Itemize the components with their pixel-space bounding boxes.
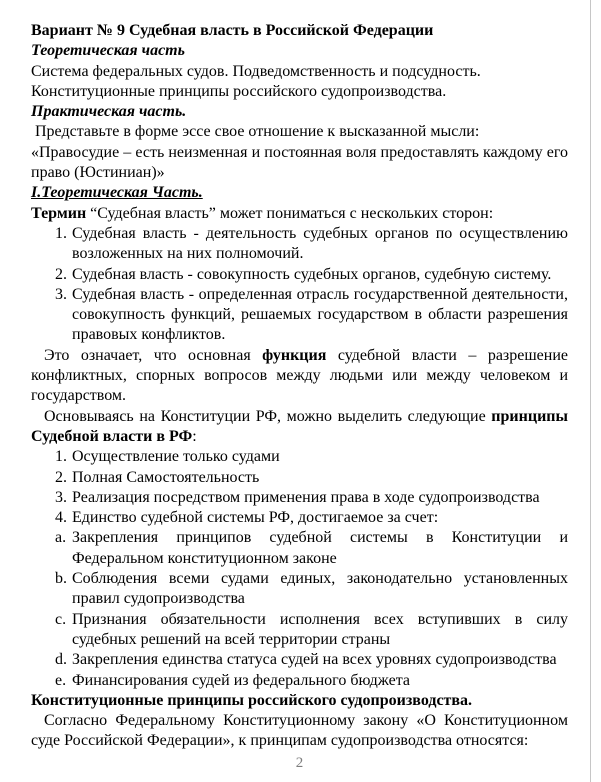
principle-text: Реализация посредством применения права в ходе судопроизводства [72,488,540,506]
function-run-3: судебной власти – разрешение конфликтных, спорных вопросов между людьми или между человеком и государством. [31,346,568,405]
term-paragraph [31,204,568,224]
list-marker: 2. [55,468,67,486]
term-word-bold: Термин [31,204,87,222]
principle-text: Осуществление только судами [72,448,280,466]
principle-text: Полная Самостоятельность [72,468,260,486]
definition-item [31,285,568,346]
principles-intro-paragraph [31,407,568,448]
definition-item [31,265,568,285]
principles-intro-run-1: Основываясь на Конституции РФ, можно выделить следующие [44,407,492,425]
unity-point-text: Финансирования судей из федерального бюджета [72,671,410,689]
page-number: 2 [295,754,304,771]
section-theory-heading [31,183,568,203]
theory-topic-2: Конституционные принципы российского судопроизводства. [31,82,447,100]
unity-point-item [31,569,568,610]
list-marker: 3. [55,488,67,506]
function-paragraph [31,346,568,407]
section-theory-heading-text: I.Теоретическая Часть. [31,184,203,202]
list-marker: a. [55,529,67,547]
principles-list [31,447,568,528]
definition-item [31,224,568,265]
principle-text: Единство судебной системы РФ, достигаемое за счет: [72,509,439,527]
definition-text: Судебная власть - определенная отрасль государственной деятельности, совокупность функций, решаемых государством в области разрешения правовых конфликтов. [72,285,568,344]
unity-point-item [31,671,568,691]
list-marker: e. [55,671,67,689]
list-marker: d. [55,651,67,669]
theory-topic-1: Система федеральных судов. Подведомственность и подсудность. [31,62,481,80]
definitions-list [31,224,568,346]
principle-item [31,447,568,467]
definition-text: Судебная власть - деятельность судебных органов по осуществлению возложенных на них полномочий. [72,224,568,263]
principles-intro-colon: : [192,427,197,445]
practice-part-heading: Практическая часть. [31,103,187,121]
closing-paragraph: Согласно Федеральному Конституционному закону «О Конституционном суде Российской Федерации», к принципам судопроизводства относятся: [31,712,568,750]
unity-point-text: Закрепления единства статуса судей на всех уровнях судопроизводства [72,651,557,669]
principle-item [31,468,568,488]
list-marker: b. [55,570,67,588]
list-marker: 4. [55,509,67,527]
list-marker: 1. [55,224,67,242]
function-word-bold: функция [262,346,327,364]
list-marker: 2. [55,265,67,283]
constitutional-principles-heading: Конституционные принципы российского судопроизводства. [31,691,473,709]
principles-intro-bold: принципы Судебной власти в РФ [31,407,568,445]
list-marker: c. [55,610,67,628]
function-run-1: Это означает, что основная [44,346,263,364]
term-rest: “Судебная власть” может пониматься с нескольких сторон: [86,204,494,222]
unity-point-text: Закрепления принципов судебной системы в Конституции и Федеральном конституционном законе [72,529,568,567]
practice-task: Представьте в форме эссе свое отношение к высказанной мысли: [35,123,480,141]
list-marker: 1. [55,448,67,466]
theory-part-heading: Теоретическая часть [31,42,185,60]
unity-point-text: Признания обязательности исполнения всех вступивших в силу судебных решений на всей территории страны [72,610,568,648]
unity-point-item [31,650,568,670]
unity-point-item [31,528,568,569]
unity-points-list [31,528,568,690]
doc-title: Вариант № 9 Судебная власть в Российской Федерации [31,22,434,39]
list-marker: 3. [55,285,67,303]
document-page [31,21,568,773]
page-edge-line [590,0,591,782]
practice-quote: «Правосудие – есть неизменная и постоянная воля предоставлять каждому его право (Юстиниан)» [31,143,568,182]
principle-item [31,508,568,528]
definition-text: Судебная власть - совокупность судебных органов, судебную систему. [72,265,552,283]
principle-item [31,488,568,508]
unity-point-text: Соблюдения всеми судами единых, законодательно установленных правил судопроизводства [72,570,568,608]
unity-point-item [31,610,568,651]
